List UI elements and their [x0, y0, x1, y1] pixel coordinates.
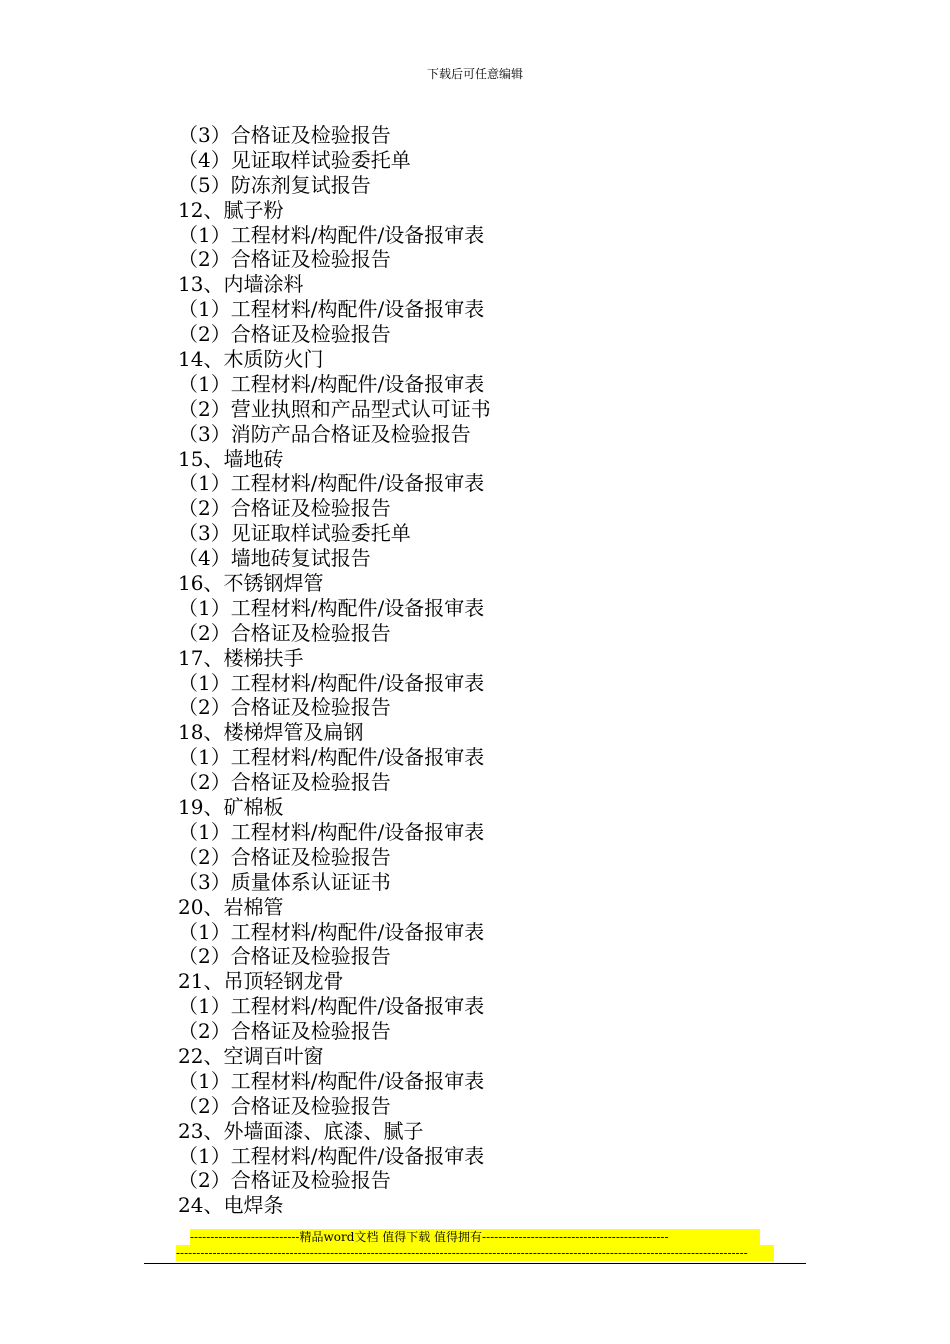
- list-line: （1）工程材料/构配件/设备报审表: [178, 670, 485, 695]
- list-line: （1）工程材料/构配件/设备报审表: [178, 745, 485, 770]
- list-line: （5）防冻剂复试报告: [178, 172, 371, 197]
- list-line: （3）合格证及检验报告: [178, 123, 391, 147]
- list-line: （2）合格证及检验报告: [178, 1168, 391, 1193]
- list-line: （1）工程材料/构配件/设备报审表: [178, 371, 485, 396]
- section-heading: 15、墙地砖: [178, 446, 284, 471]
- list-line: （2）合格证及检验报告: [178, 844, 391, 869]
- list-line: （1）工程材料/构配件/设备报审表: [178, 297, 485, 322]
- document-body: [178, 123, 798, 1218]
- list-line: （1）工程材料/构配件/设备报审表: [178, 819, 485, 844]
- list-line: （2）合格证及检验报告: [178, 944, 391, 969]
- list-line: （2）合格证及检验报告: [178, 247, 391, 272]
- section-heading: 24、电焊条: [178, 1193, 284, 1218]
- footer-divider: [144, 1263, 806, 1264]
- list-line: （2）营业执照和产品型式认可证书: [178, 396, 491, 421]
- footer-banner-text: ---------------------------精品word文档 值得下载 值得拥有----------------------------------------------: [190, 1229, 760, 1245]
- footer-dash-line: [0, 1245, 950, 1265]
- section-heading: 20、岩棉管: [178, 894, 284, 919]
- section-heading: 17、楼梯扶手: [178, 645, 304, 670]
- section-heading: 21、吊顶轻钢龙骨: [178, 969, 344, 994]
- list-line: （1）工程材料/构配件/设备报审表: [178, 1068, 485, 1093]
- section-heading: 22、空调百叶窗: [178, 1043, 324, 1068]
- list-line: （1）工程材料/构配件/设备报审表: [178, 994, 485, 1019]
- list-line: （2）合格证及检验报告: [178, 1093, 391, 1118]
- section-heading: 12、腻子粉: [178, 197, 284, 222]
- list-line: （2）合格证及检验报告: [178, 496, 391, 521]
- section-heading: 23、外墙面漆、底漆、腻子: [178, 1118, 424, 1143]
- list-line: （3）消防产品合格证及检验报告: [178, 421, 471, 446]
- list-line: （4）见证取样试验委托单: [178, 147, 411, 172]
- list-line: （1）工程材料/构配件/设备报审表: [178, 919, 485, 944]
- page-header-note: 下载后可任意编辑: [426, 67, 523, 81]
- section-heading: 14、木质防火门: [178, 347, 324, 372]
- list-line: （4）墙地砖复试报告: [178, 546, 371, 571]
- section-heading: 13、内墙涂料: [178, 272, 304, 297]
- list-line: （2）合格证及检验报告: [178, 322, 391, 347]
- footer-dash-text: ---------------------------------------------------------------------------------------------------------------------------------------------: [176, 1245, 774, 1261]
- list-line: （2）合格证及检验报告: [178, 695, 391, 720]
- list-line: （3）质量体系认证证书: [178, 869, 391, 894]
- section-heading: 19、矿棉板: [178, 795, 284, 820]
- list-line: （2）合格证及检验报告: [178, 620, 391, 645]
- section-heading: 18、楼梯焊管及扁钢: [178, 720, 364, 745]
- list-line: （2）合格证及检验报告: [178, 770, 391, 795]
- section-heading: 16、不锈钢焊管: [178, 571, 324, 596]
- list-line: （1）工程材料/构配件/设备报审表: [178, 1143, 485, 1168]
- list-line: （2）合格证及检验报告: [178, 1019, 391, 1044]
- list-line: （1）工程材料/构配件/设备报审表: [178, 595, 485, 620]
- list-line: （1）工程材料/构配件/设备报审表: [178, 471, 485, 496]
- list-line: （3）见证取样试验委托单: [178, 521, 411, 546]
- list-line: （1）工程材料/构配件/设备报审表: [178, 222, 485, 247]
